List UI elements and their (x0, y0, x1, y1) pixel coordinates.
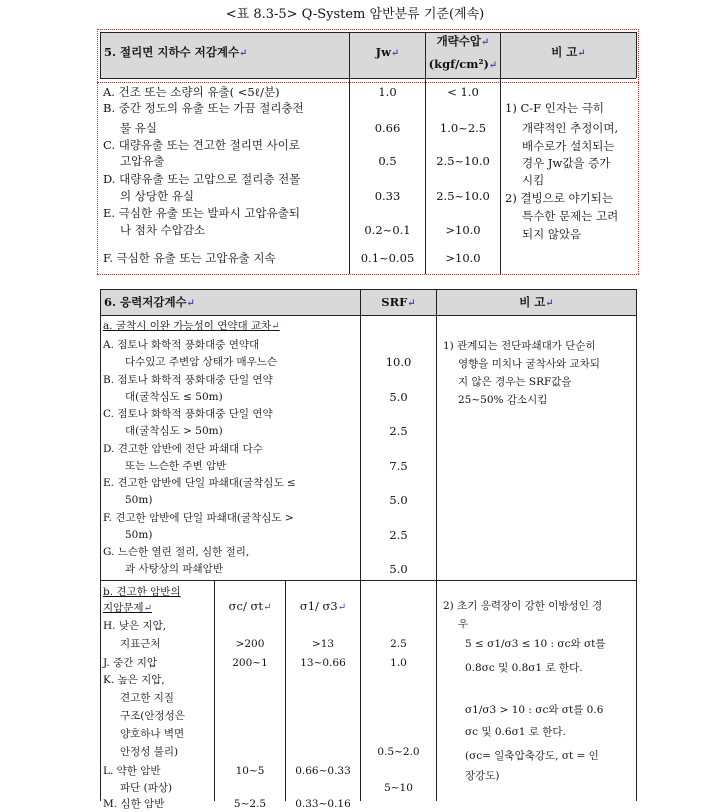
table6-b-row-label: J. 중간 지압 (103, 657, 157, 669)
table5-jw-value: 0.5 (378, 154, 397, 168)
table5-row-label: F. 극심한 유출 또는 고압유출 지속 (103, 251, 276, 265)
table6-remark-b-line: 장강도) (465, 770, 500, 782)
table5-remark-line: 시킴 (522, 173, 545, 187)
table5-header-remark: 비 고↵ (551, 45, 586, 59)
table5-row-label-cont: 고압유출 (120, 154, 165, 168)
table6-remark-a-line: 영향을 미치나 굴착사와 교차되 (458, 358, 600, 370)
table6-remark-a-line: 25~50% 감소시킴 (458, 394, 548, 406)
table6-row-label-cont: 대(굴착심도 ≤ 50m) (125, 390, 223, 403)
table6-b-row-label: 양호하나 벽면 (120, 728, 185, 740)
table5-remark-line: 2) 결빙으로 야기되는 (505, 191, 613, 205)
table6-srf-value: 10.0 (385, 355, 412, 369)
table5-row-label: A. 건조 또는 소량의 유출( <5ℓ/분) (103, 85, 280, 99)
table6-b-srf: 5~10 (384, 782, 413, 794)
table5-pressure-value: 1.0~2.5 (439, 121, 487, 135)
table6-remark-b-line: 0.8σc 및 0.8σ1 로 한다. (465, 662, 583, 674)
table6-b-row-label: L. 약한 암반 (103, 765, 161, 777)
table6-b-srf: 2.5 (390, 638, 407, 650)
table6-b-srf: 0.5~2.0 (377, 746, 420, 758)
table6-row-label: B. 점토나 화학적 풍화대중 단일 연약 (103, 373, 273, 386)
table5-header-title: 5. 절리면 지하수 저감계수↵ (104, 45, 248, 59)
table6-row-label: C. 점토나 화학적 풍화대중 단일 연약 (103, 408, 273, 420)
table5-pressure-value: 2.5~10.0 (436, 154, 490, 168)
table6-remark-b-line: 5 ≤ σ1/σ3 ≤ 10 : σc와 σt를 (465, 638, 606, 650)
table5-remark-line: 개략적인 추정이며, (522, 121, 619, 135)
table6-row-label-cont: 다수있고 주변암 상태가 매우느슨 (125, 356, 278, 368)
table6-row-label: F. 견고한 암반에 단일 파쇄대(굴착심도 > (103, 511, 294, 524)
table5-row-label: B. 중간 정도의 유출 또는 가끔 절리충전 (103, 101, 304, 115)
table5-jw-value: 0.1~0.05 (360, 251, 415, 265)
table5-remark-line: 특수한 문제는 고려 (522, 209, 619, 223)
table6-row-label: A. 점토나 화학적 풍화대중 연약대 (103, 339, 260, 351)
table6-b-sigma-ct: 200~1 (232, 657, 268, 669)
table5-row-label: E. 극심한 유출 또는 발파시 고압유출되 (103, 206, 300, 220)
table6-row-label: E. 견고한 암반에 단일 파쇄대(굴착심도 ≤ (103, 477, 296, 489)
table-title: <표 8.3-5> Q-System 암반분류 기준(계속) (225, 7, 485, 22)
table6-b-row-label: M. 심한 암반 (103, 798, 165, 810)
table6-remark-b-line: 2) 초기 응력장이 강한 이방성인 경 (443, 600, 603, 612)
table5-pressure-value: < 1.0 (447, 85, 479, 99)
table5-header-pressure-unit: (kgf/cm²)↵ (428, 57, 498, 71)
table5-jw-value: 1.0 (378, 85, 397, 99)
table6-row-label: G. 느슨한 열린 절리, 심한 절리, (103, 546, 250, 558)
table6-remark-b-line: σc 및 0.6σ1 로 한다. (465, 726, 566, 738)
table6-srf-value: 5.0 (389, 493, 408, 507)
table6-b-row-label: H. 낮은 지압, (103, 620, 167, 632)
table5-row-label-cont: 나 점차 수압감소 (120, 223, 206, 237)
table6-srf-value: 5.0 (389, 389, 408, 404)
table6-b-row-label: K. 높은 지압, (103, 674, 165, 686)
table6-row-label-cont: 과 사탕상의 파쇄암반 (125, 563, 223, 575)
table5-remark-line: 1) C-F 인자는 극히 (505, 101, 604, 115)
table6-row-label-cont: 50m) (125, 528, 153, 541)
table6-srf-value: 5.0 (389, 562, 408, 576)
table6-section-a: a. 굴착시 이완 가능성이 연약대 교차↵ (103, 320, 280, 332)
table6-row-label-cont: 또는 느슨한 주변 암반 (125, 459, 227, 472)
table6-remark-b-line: 우 (458, 618, 469, 630)
table5-jw-value: 0.66 (374, 121, 401, 135)
table6-header-srf: SRF↵ (381, 295, 416, 309)
table6-remark-a-line: 지 않은 경우는 SRF값을 (458, 376, 572, 388)
table5-header-jw: Jw↵ (375, 45, 400, 59)
sigma-1-3-header: σ1/ σ3↵ (299, 599, 347, 613)
table5-pressure-value: >10.0 (445, 251, 481, 265)
table6-b-sigma-ct: >200 (235, 638, 265, 650)
table6-srf-value: 2.5 (389, 527, 408, 542)
table5-row-label: C. 대량유출 또는 견고한 절리면 사이로 (103, 138, 300, 152)
table6-b-row-label: 지표근처 (120, 638, 161, 650)
table6-srf-value: 7.5 (389, 458, 408, 473)
table6-section-b: b. 견고한 암반의 (103, 586, 181, 598)
table5-pressure-value: 2.5~10.0 (436, 189, 490, 203)
table6-b-row-label: 견고한 지질 (120, 692, 175, 704)
table5-pressure-value: >10.0 (445, 223, 481, 237)
table5-jw-value: 0.2~0.1 (364, 223, 411, 237)
table6-b-row-label: 구조(안정성은 (120, 710, 185, 722)
table6-b-row-label: 파단 (파상) (120, 782, 173, 794)
table5-remark-line: 되지 않았음 (522, 227, 582, 241)
table5-row-label: D. 대량유출 또는 고압으로 절리층 전몰 (103, 172, 301, 186)
table6-b-sigma-ct: 10~5 (235, 765, 265, 777)
table5-row-label-cont: 물 유실 (120, 121, 157, 135)
table6-srf-value: 2.5 (389, 424, 408, 438)
table5-remark-line: 경우 Jw값을 증가 (522, 156, 611, 170)
table5-remark-line: 배수로가 설치되는 (522, 139, 615, 153)
table6-b-sigma-13: 13~0.66 (300, 657, 346, 669)
table6-b-sigma-ct: 5~2.5 (233, 798, 267, 810)
table5-header-pressure: 개략수압↵ (436, 34, 490, 48)
sigma-c-t-header: σc/ σt↵ (228, 599, 272, 613)
table6-section-b-2: 지암문제↵ (103, 602, 152, 614)
table6-b-row-label: 안정성 불리) (120, 746, 179, 758)
table5-row-label-cont: 의 상당한 유실 (120, 189, 194, 203)
table6-b-sigma-13: 0.66~0.33 (295, 765, 351, 777)
table6-b-sigma-13: 0.33~0.16 (295, 798, 351, 810)
table6-b-srf: 1.0 (390, 657, 407, 669)
table6-header-remark: 비 고↵ (519, 295, 554, 309)
table6-header-title: 6. 응력저감계수↵ (104, 295, 196, 309)
table6-remark-b-line: σ1/σ3 > 10 : σc와 σt를 0.6 (465, 704, 604, 716)
table6-row-label: D. 견고한 암반에 전단 파쇄대 다수 (103, 442, 263, 455)
table6-b-sigma-13: >13 (311, 638, 335, 650)
table6-row-label-cont: 50m) (125, 494, 153, 506)
table5-jw-value: 0.33 (374, 189, 401, 203)
table6-row-label-cont: 대(굴착심도 > 50m) (125, 425, 223, 437)
table6-remark-a-line: 1) 관계되는 전단파쇄대가 단순히 (443, 340, 596, 352)
table6-remark-b-line: (σc= 일축압축강도, σt = 인 (465, 750, 599, 762)
